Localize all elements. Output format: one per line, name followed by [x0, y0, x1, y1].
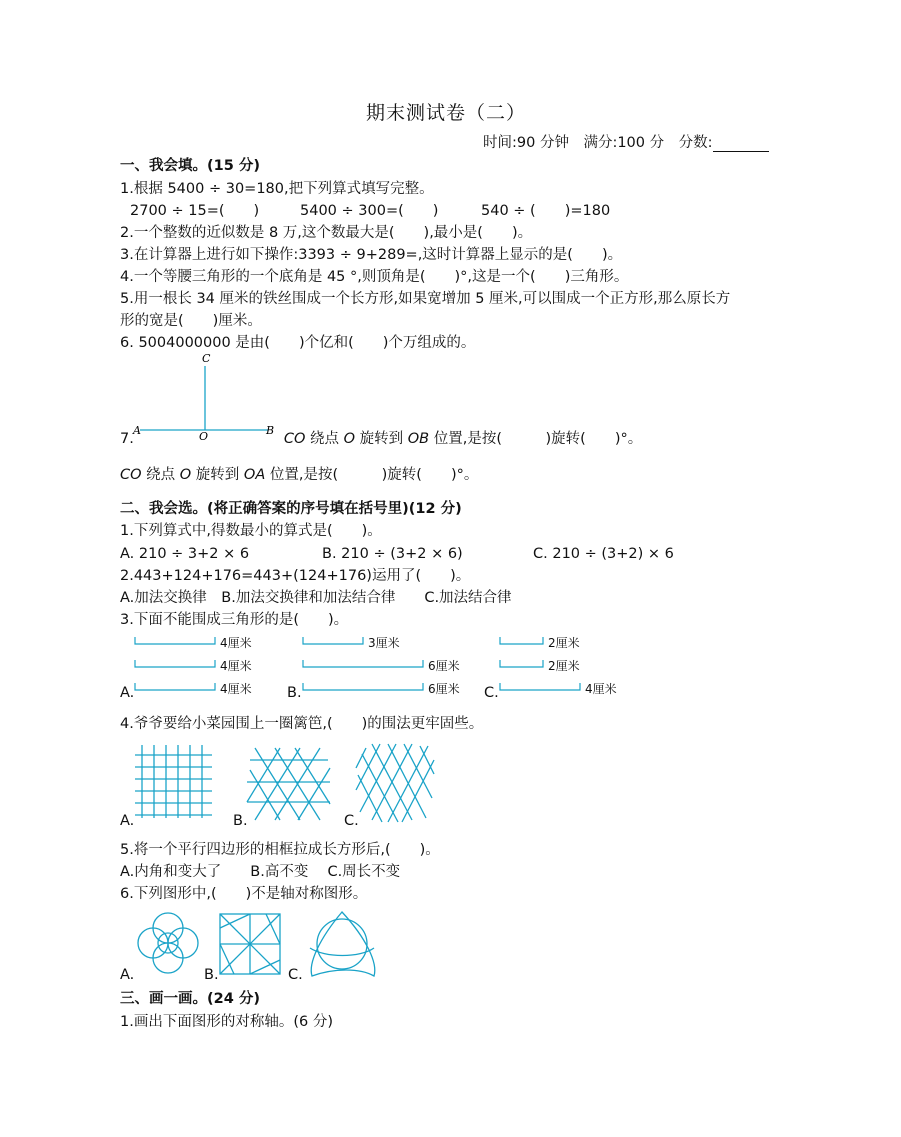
- segment-a2: [135, 660, 215, 667]
- s2-q6-option-b: B.: [204, 967, 219, 983]
- seg-label-b1: 3厘米: [368, 636, 400, 650]
- s1-q7a-o: O: [343, 431, 356, 447]
- s1-q7b-o: O: [179, 467, 192, 483]
- s1-q7-line1: [120, 430, 642, 448]
- seg-label-a3: 4厘米: [220, 682, 252, 696]
- s1-q7a-co: CO: [283, 431, 306, 447]
- page-title: 期末测试卷（二）: [366, 102, 527, 124]
- s2-q2-options: A.加法交换律 B.加法交换律和加法结合律 C.加法结合律: [120, 590, 512, 606]
- fence-grid: [135, 745, 212, 818]
- fence-figures: [120, 740, 430, 830]
- exam-meta: [483, 134, 769, 152]
- s2-q6-option-a: A.: [120, 967, 135, 983]
- segment-a3: [135, 683, 215, 690]
- seg-label-c2: 2厘米: [548, 659, 580, 673]
- s2-q3: 3.下面不能围成三角形的是( )。: [120, 612, 349, 628]
- fence-triangles: [247, 748, 330, 820]
- label-b: B: [266, 424, 275, 437]
- segment-b1: [303, 637, 363, 644]
- segment-b3: [303, 683, 423, 690]
- seg-label-b3: 6厘米: [428, 682, 460, 696]
- segment-c2: [500, 660, 543, 667]
- s2-q5: 5.将一个平行四边形的相框拉成长方形后,( )。: [120, 842, 440, 858]
- section-1-heading: 一、我会填。(15 分): [120, 158, 260, 174]
- s2-q1: 1.下列算式中,得数最小的算式是( )。: [120, 523, 382, 539]
- s2-q3-option-b: B.: [287, 685, 302, 701]
- flower-shape: [138, 913, 198, 973]
- s1-q5-line2: 形的宽是( )厘米。: [120, 313, 262, 329]
- s2-q4: 4.爷爷要给小菜园围上一圈篱笆,( )的围法更牢固些。: [120, 716, 484, 732]
- seg-label-a2: 4厘米: [220, 659, 252, 673]
- segment-c1: [500, 637, 543, 644]
- s1-q1: 1.根据 5400 ÷ 30=180,把下列算式填写完整。: [120, 181, 434, 197]
- fence-diagonals: [356, 744, 434, 822]
- s1-q5-line1: 5.用一根长 34 厘米的铁丝围成一个长方形,如果宽增加 5 厘米,可以围成一个正方形,那么原长方: [120, 291, 731, 307]
- section-2-heading: 二、我会选。(将正确答案的序号填在括号里)(12 分): [120, 501, 462, 517]
- pinwheel-shape: [220, 914, 280, 974]
- s1-q7-num: 7.: [120, 431, 134, 447]
- seg-label-a1: 4厘米: [220, 636, 252, 650]
- s1-q7a-mid2: 旋转到: [355, 431, 408, 447]
- s1-q1a: 2700 ÷ 15=( ): [130, 203, 260, 219]
- label-o: O: [199, 430, 209, 443]
- s1-q7b-mid: 绕点: [141, 467, 180, 483]
- exam-meta-text: 时间:90 分钟 满分:100 分 分数:: [483, 135, 713, 151]
- s1-q3: 3.在计算器上进行如下操作:3393 ÷ 9+289=,这时计算器上显示的是( )。: [120, 247, 623, 263]
- s2-q4-option-b: B.: [233, 813, 248, 829]
- s1-q7a-ob: OB: [407, 431, 430, 447]
- s2-q3-option-a: A.: [120, 685, 135, 701]
- s1-q1b: 5400 ÷ 300=( ): [300, 203, 439, 219]
- segments-figure: [130, 632, 630, 702]
- s1-q7-line2: [120, 466, 478, 484]
- seg-label-c3: 4厘米: [585, 682, 617, 696]
- s1-q7b-end: 位置,是按( )旋转( )°。: [265, 467, 479, 483]
- triquetra-shape: [310, 912, 375, 976]
- s2-q4-option-c: C.: [344, 813, 359, 829]
- segment-a1: [135, 637, 215, 644]
- symmetry-figures: [120, 908, 390, 980]
- s2-q5-options: A.内角和变大了 B.高不变 C.周长不变: [120, 864, 401, 880]
- s2-q1-option-b: B. 210 ÷ (3+2 × 6): [322, 546, 463, 562]
- s1-q7a-mid: 绕点: [305, 431, 344, 447]
- s2-q6: 6.下列图形中,( )不是轴对称图形。: [120, 886, 368, 902]
- section-3-heading: 三、画一画。(24 分): [120, 991, 260, 1007]
- s2-q4-option-a: A.: [120, 813, 135, 829]
- s3-q1: 1.画出下面图形的对称轴。(6 分): [120, 1014, 333, 1030]
- s1-q7b-co: CO: [120, 467, 142, 483]
- s1-q2: 2.一个整数的近似数是 8 万,这个数最大是( ),最小是( )。: [120, 225, 533, 241]
- score-blank[interactable]: [713, 137, 769, 152]
- s1-q7a-end: 位置,是按( )旋转( )°。: [429, 431, 643, 447]
- s1-q6: 6. 5004000000 是由( )个亿和( )个万组成的。: [120, 335, 476, 351]
- label-c: C: [202, 352, 211, 365]
- s1-q4: 4.一个等腰三角形的一个底角是 45 °,则顶角是( )°,这是一个( )三角形。: [120, 269, 629, 285]
- segment-b2: [303, 660, 423, 667]
- seg-label-c1: 2厘米: [548, 636, 580, 650]
- s1-q1c: 540 ÷ ( )=180: [481, 203, 611, 219]
- s2-q1-option-c: C. 210 ÷ (3+2) × 6: [533, 546, 674, 562]
- seg-label-b2: 6厘米: [428, 659, 460, 673]
- s2-q2: 2.443+124+176=443+(124+176)运用了( )。: [120, 568, 471, 584]
- s1-q7b-mid2: 旋转到: [191, 467, 244, 483]
- s2-q3-option-c: C.: [484, 685, 499, 701]
- s2-q1-option-a: A. 210 ÷ 3+2 × 6: [120, 546, 250, 562]
- label-a: A: [133, 424, 141, 437]
- s1-q7b-oa: OA: [243, 467, 266, 483]
- s2-q6-option-c: C.: [288, 967, 303, 983]
- segment-c3: [500, 683, 580, 690]
